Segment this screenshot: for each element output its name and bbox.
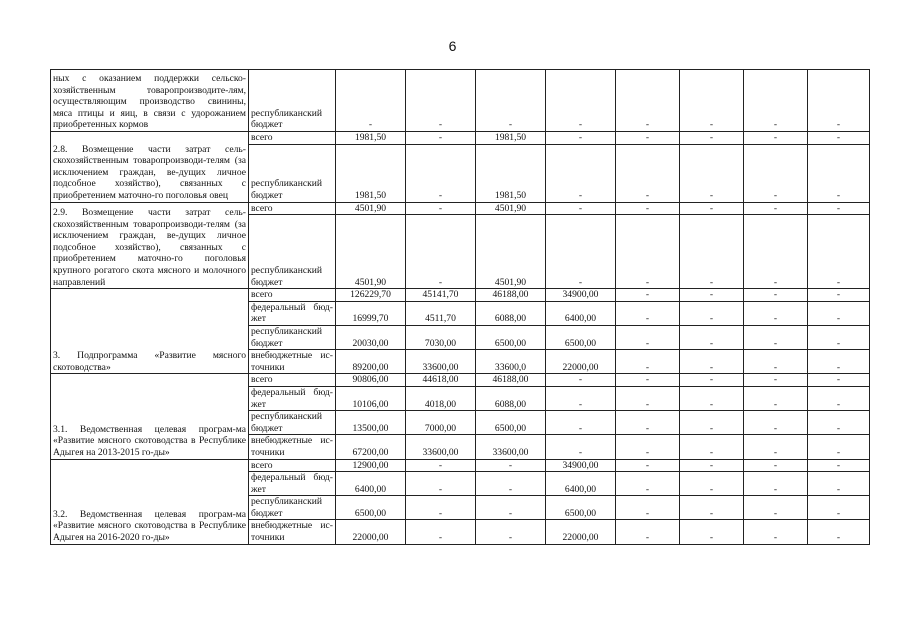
amount-cell: - <box>680 472 744 496</box>
amount-cell: - <box>808 520 870 544</box>
amount-cell: 1981,50 <box>336 144 406 202</box>
amount-cell: - <box>616 325 680 349</box>
funding-source: республиканский бюджет <box>249 496 336 520</box>
amount-cell: - <box>546 215 616 289</box>
amount-cell: - <box>808 496 870 520</box>
amount-cell: 6500,00 <box>336 496 406 520</box>
funding-source: всего <box>249 132 336 145</box>
amount-cell: - <box>808 386 870 410</box>
amount-cell: - <box>680 215 744 289</box>
funding-source: всего <box>249 289 336 302</box>
amount-cell: - <box>406 215 476 289</box>
amount-cell: 6500,00 <box>546 496 616 520</box>
amount-cell: - <box>546 411 616 435</box>
table-row <box>51 132 870 145</box>
funding-source: всего <box>249 374 336 387</box>
amount-cell: - <box>808 459 870 472</box>
amount-cell: - <box>744 202 808 215</box>
amount-cell: - <box>406 70 476 132</box>
funding-source: всего <box>249 202 336 215</box>
funding-source: республиканский бюджет <box>249 411 336 435</box>
amount-cell: - <box>808 301 870 325</box>
table-row <box>51 289 870 302</box>
amount-cell: - <box>616 301 680 325</box>
amount-cell: - <box>616 144 680 202</box>
amount-cell: - <box>680 411 744 435</box>
amount-cell: - <box>680 132 744 145</box>
amount-cell: 1981,50 <box>476 132 546 145</box>
amount-cell: - <box>616 472 680 496</box>
amount-cell: 34900,00 <box>546 459 616 472</box>
amount-cell: - <box>616 496 680 520</box>
amount-cell: - <box>808 215 870 289</box>
amount-cell: - <box>616 70 680 132</box>
amount-cell: 4511,70 <box>406 301 476 325</box>
amount-cell: 6500,00 <box>546 325 616 349</box>
amount-cell: - <box>616 132 680 145</box>
amount-cell: - <box>476 459 546 472</box>
amount-cell: - <box>680 459 744 472</box>
amount-cell: - <box>616 459 680 472</box>
amount-cell: 1981,50 <box>476 144 546 202</box>
amount-cell: 20030,00 <box>336 325 406 349</box>
amount-cell: 12900,00 <box>336 459 406 472</box>
amount-cell: - <box>744 411 808 435</box>
amount-cell: - <box>744 496 808 520</box>
amount-cell: - <box>546 386 616 410</box>
amount-cell: - <box>744 472 808 496</box>
amount-cell: - <box>616 435 680 459</box>
amount-cell: - <box>616 350 680 374</box>
amount-cell: - <box>744 386 808 410</box>
amount-cell: - <box>744 132 808 145</box>
amount-cell: - <box>406 472 476 496</box>
amount-cell: - <box>546 144 616 202</box>
amount-cell: 16999,70 <box>336 301 406 325</box>
item-description: 3. Подпрограмма «Развитие мясного скотоводства» <box>51 289 249 374</box>
funding-source: федеральный бюд-жет <box>249 386 336 410</box>
amount-cell: 6088,00 <box>476 301 546 325</box>
amount-cell: - <box>546 374 616 387</box>
amount-cell: 1981,50 <box>336 132 406 145</box>
amount-cell: - <box>476 70 546 132</box>
table-row <box>51 202 870 215</box>
amount-cell: - <box>406 144 476 202</box>
amount-cell: 4501,90 <box>476 215 546 289</box>
amount-cell: - <box>744 215 808 289</box>
amount-cell: 4018,00 <box>406 386 476 410</box>
amount-cell: - <box>808 202 870 215</box>
amount-cell: - <box>546 70 616 132</box>
amount-cell: - <box>680 70 744 132</box>
amount-cell: - <box>616 202 680 215</box>
amount-cell: - <box>744 350 808 374</box>
amount-cell: - <box>680 374 744 387</box>
amount-cell: 22000,00 <box>336 520 406 544</box>
item-description: ных с оказанием поддержки сельско-хозяйственным товаропроизводите-лям, осуществляющим производство свинины, мяса птицы и яиц, в связи с удорожанием приобретенных кормов <box>51 70 249 132</box>
amount-cell: - <box>680 301 744 325</box>
amount-cell: - <box>406 496 476 520</box>
amount-cell: - <box>744 459 808 472</box>
amount-cell: 6400,00 <box>546 301 616 325</box>
funding-source: внебюджетные ис-точники <box>249 520 336 544</box>
table-row <box>51 70 870 132</box>
amount-cell: 45141,70 <box>406 289 476 302</box>
amount-cell: 6400,00 <box>546 472 616 496</box>
amount-cell: - <box>680 435 744 459</box>
amount-cell: - <box>616 289 680 302</box>
table-row <box>51 374 870 387</box>
amount-cell: - <box>406 520 476 544</box>
amount-cell: 13500,00 <box>336 411 406 435</box>
funding-source: всего <box>249 459 336 472</box>
amount-cell: - <box>808 435 870 459</box>
amount-cell: 6088,00 <box>476 386 546 410</box>
amount-cell: 22000,00 <box>546 520 616 544</box>
amount-cell: - <box>808 70 870 132</box>
funding-source: внебюджетные ис-точники <box>249 435 336 459</box>
amount-cell: 67200,00 <box>336 435 406 459</box>
amount-cell: - <box>680 496 744 520</box>
amount-cell: - <box>616 215 680 289</box>
amount-cell: 6400,00 <box>336 472 406 496</box>
funding-source: республиканский бюджет <box>249 215 336 289</box>
amount-cell: - <box>616 374 680 387</box>
amount-cell: - <box>546 132 616 145</box>
amount-cell: - <box>744 144 808 202</box>
amount-cell: - <box>744 374 808 387</box>
amount-cell: - <box>406 459 476 472</box>
amount-cell: - <box>808 144 870 202</box>
amount-cell: 44618,00 <box>406 374 476 387</box>
amount-cell: 89200,00 <box>336 350 406 374</box>
amount-cell: - <box>808 132 870 145</box>
amount-cell: 6500,00 <box>476 411 546 435</box>
amount-cell: 4501,90 <box>476 202 546 215</box>
amount-cell: - <box>808 350 870 374</box>
item-description: 2.9. Возмещение части затрат сель-скохозяйственным товаропроизводи-телям (за исключением граждан, ве-дущих личное подсобное хозяйство), связанных с приобретением маточно-го поголовья крупного рогатого скота мясного и молочного направлений <box>51 202 249 289</box>
funding-source: республиканский бюджет <box>249 325 336 349</box>
item-description: 3.2. Ведомственная целевая програм-ма «Развитие мясного скотоводства в Республике Адыгея на 2016-2020 го-ды» <box>51 459 249 544</box>
amount-cell: - <box>546 435 616 459</box>
funding-source: федеральный бюд-жет <box>249 472 336 496</box>
funding-source: республиканский бюджет <box>249 144 336 202</box>
amount-cell: - <box>808 289 870 302</box>
amount-cell: 4501,90 <box>336 202 406 215</box>
amount-cell: 126229,70 <box>336 289 406 302</box>
amount-cell: - <box>744 289 808 302</box>
amount-cell: - <box>336 70 406 132</box>
amount-cell: 33600,00 <box>476 435 546 459</box>
amount-cell: 90806,00 <box>336 374 406 387</box>
amount-cell: - <box>680 202 744 215</box>
amount-cell: - <box>808 472 870 496</box>
funding-source: внебюджетные ис-точники <box>249 350 336 374</box>
amount-cell: - <box>476 496 546 520</box>
amount-cell: - <box>680 386 744 410</box>
page-number: 6 <box>448 38 457 54</box>
amount-cell: - <box>476 520 546 544</box>
amount-cell: 33600,00 <box>406 350 476 374</box>
amount-cell: 33600,0 <box>476 350 546 374</box>
funding-source: республиканский бюджет <box>249 70 336 132</box>
amount-cell: 6500,00 <box>476 325 546 349</box>
amount-cell: - <box>680 144 744 202</box>
amount-cell: - <box>406 132 476 145</box>
item-description: 3.1. Ведомственная целевая програм-ма «Развитие мясного скотоводства в Республике Адыгея на 2013-2015 го-ды» <box>51 374 249 459</box>
table-row <box>51 459 870 472</box>
amount-cell: - <box>680 325 744 349</box>
amount-cell: 7030,00 <box>406 325 476 349</box>
amount-cell: - <box>744 301 808 325</box>
amount-cell: - <box>616 411 680 435</box>
amount-cell: 46188,00 <box>476 374 546 387</box>
amount-cell: - <box>808 374 870 387</box>
amount-cell: - <box>808 411 870 435</box>
amount-cell: 4501,90 <box>336 215 406 289</box>
amount-cell: - <box>744 325 808 349</box>
amount-cell: - <box>744 520 808 544</box>
amount-cell: - <box>680 289 744 302</box>
amount-cell: 34900,00 <box>546 289 616 302</box>
amount-cell: - <box>680 350 744 374</box>
amount-cell: - <box>616 520 680 544</box>
item-description: 2.8. Возмещение части затрат сель-скохозяйственным товаропроизводи-телям (за исключением граждан, ве-дущих личное подсобное хозяйство), связанных с приобретением маточно-го поголовья овец <box>51 132 249 203</box>
amount-cell: - <box>744 70 808 132</box>
funding-source: федеральный бюд-жет <box>249 301 336 325</box>
amount-cell: 46188,00 <box>476 289 546 302</box>
amount-cell: 7000,00 <box>406 411 476 435</box>
amount-cell: - <box>680 520 744 544</box>
amount-cell: - <box>406 202 476 215</box>
amount-cell: - <box>476 472 546 496</box>
amount-cell: - <box>808 325 870 349</box>
amount-cell: 22000,00 <box>546 350 616 374</box>
amount-cell: - <box>616 386 680 410</box>
amount-cell: - <box>546 202 616 215</box>
amount-cell: 33600,00 <box>406 435 476 459</box>
amount-cell: 10106,00 <box>336 386 406 410</box>
amount-cell: - <box>744 435 808 459</box>
budget-table <box>50 69 870 545</box>
